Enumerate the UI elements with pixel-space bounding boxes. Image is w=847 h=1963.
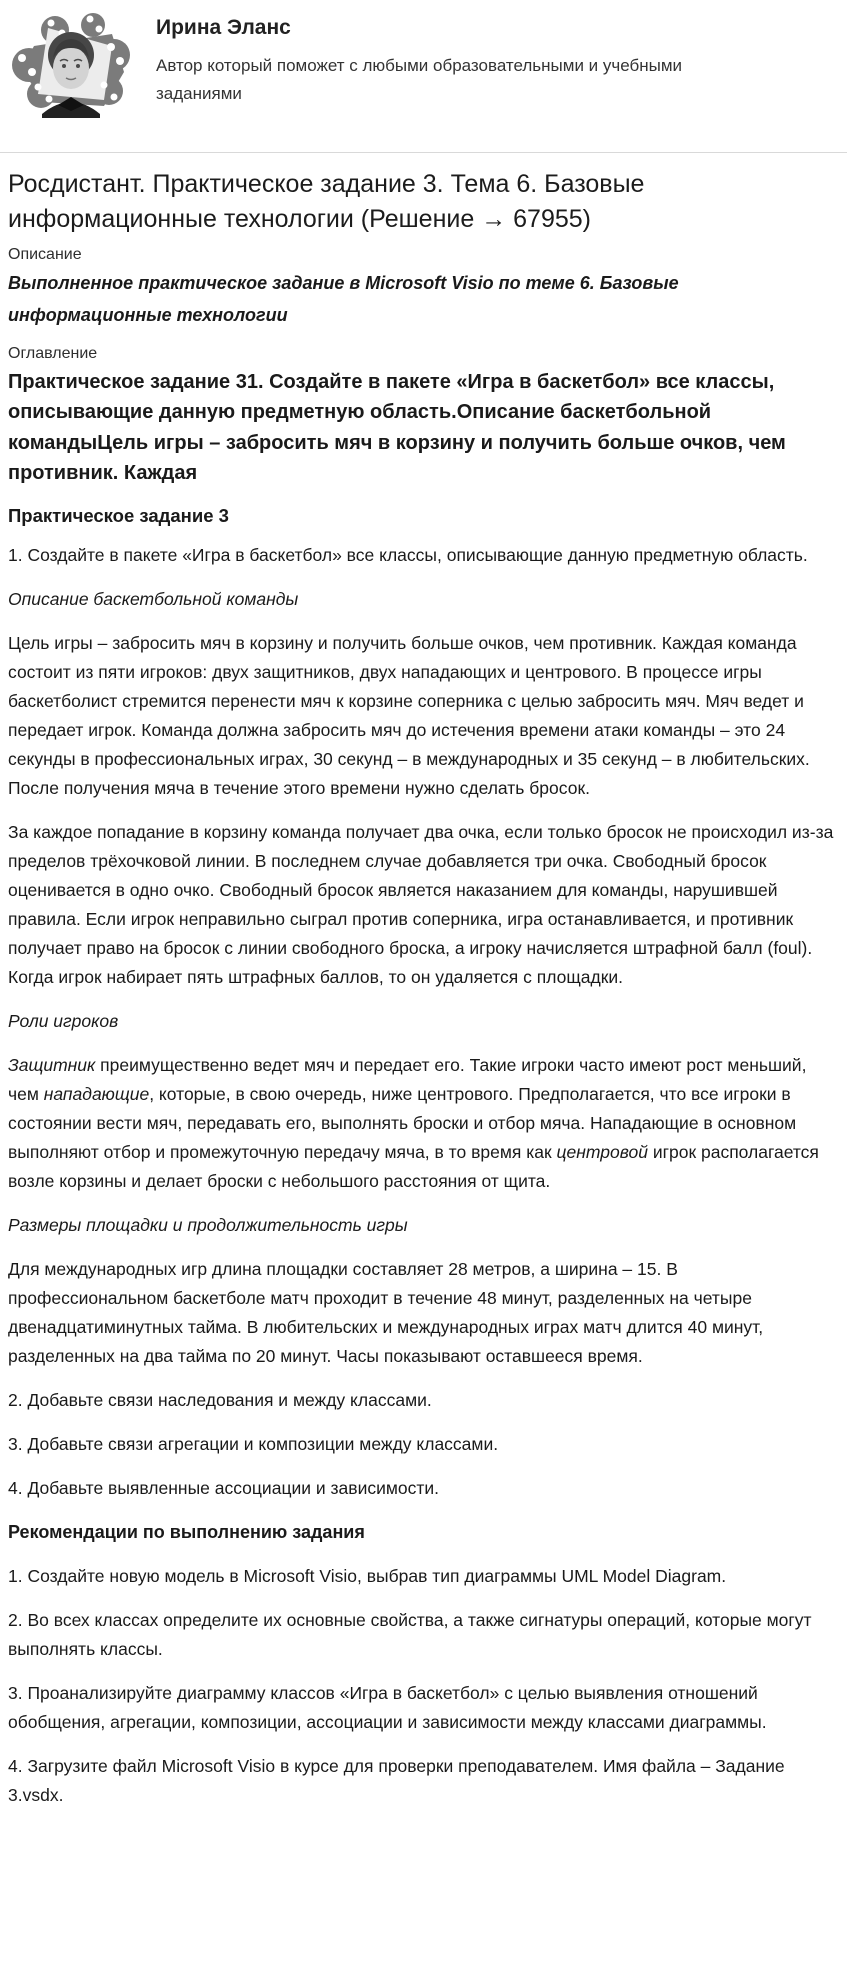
paragraph: Для международных игр длина площадки составляет 28 метров, а ширина – 15. В профессиональном баскетболе матч проходит в течение 48 минут, разделенных на четыре двенадцатиминутных тайма. В любительских и международных играх матч длится 40 минут, разделенных на два тайма по 20 минут. Часы показывают оставшееся время. <box>8 1258 764 1366</box>
avatar-image <box>8 8 136 120</box>
paragraph: 4. Добавьте выявленные ассоциации и зависимости. <box>8 1477 440 1498</box>
article-body <box>8 541 837 1810</box>
author-description: Автор который поможет с любыми образовательными и учебными заданиями <box>156 56 683 104</box>
paragraph: 4. Загрузите файл Microsoft Visio в курсе для проверки преподавателем. Имя файла – Задание 3.vsdx. <box>8 1755 785 1805</box>
header-divider <box>0 152 847 153</box>
italic-subheading: Размеры площадки и продолжительность игры <box>8 1214 408 1235</box>
paragraph: 3. Добавьте связи агрегации и композиции между классами. <box>8 1433 499 1454</box>
toc-label: Оглавление <box>8 345 98 362</box>
italic-subheading: Роли игроков <box>8 1010 119 1031</box>
paragraph: За каждое попадание в корзину команда получает два очка, если только бросок не происходил из-за пределов трёхочковой линии. В последнем случае добавляется три очка. Свободный бросок оценивается в одно очко. Свободный бросок является наказанием для команды, нарушившей правила. Если игрок неправильно сыграл против соперника, игра останавливается, и противник получает право на бросок с линии свободного броска, а игроку начисляется штрафной балл (foul). Когда игрок набирает пять штрафных баллов, то он удаляется с площадки. <box>8 821 834 987</box>
author-avatar[interactable] <box>8 8 136 120</box>
page-title: Росдистант. Практическое задание 3. Тема 6. Базовые информационные технологии (Решение → 67955) <box>8 170 645 233</box>
paragraph: Цель игры – забросить мяч в корзину и получить больше очков, чем противник. Каждая команда состоит из пяти игроков: двух защитников, двух нападающих и центрового. В процессе игры баскетболист стремится перенести мяч к корзине соперника с целью забросить мяч. Мяч ведет и передает игрок. Команда должна забросить мяч до истечения времени атаки команды – это 24 секунды в профессиональных играх, 30 секунд – в международных и 35 секунд – в любительских. После получения мяча в течение этого времени нужно сделать бросок. <box>8 632 810 798</box>
italic-subheading: Описание баскетбольной команды <box>8 588 299 609</box>
author-name: Ирина Эланс <box>156 16 291 39</box>
paragraph: 1. Создайте новую модель в Microsoft Visio, выбрав тип диаграммы UML Model Diagram. <box>8 1565 727 1586</box>
description-text: Выполненное практическое задание в Microsoft Visio по теме 6. Базовые информационные технологии <box>8 273 679 325</box>
paragraph: 3. Проанализируйте диаграмму классов «Игра в баскетбол» с целью выявления отношений обобщения, агрегации, композиции, ассоциации и зависимости между классами диаграммы. <box>8 1682 767 1732</box>
paragraph: 1. Создайте в пакете «Игра в баскетбол» все классы, описывающие данную предметную область. <box>8 544 808 565</box>
toc-heading: Практическое задание 31. Создайте в пакете «Игра в баскетбол» все классы, описывающие данную предметную область.Описание баскетбольной командыЦель игры – забросить мяч в корзину и получить больше очков, чем противник. Каждая <box>8 371 786 485</box>
section-heading: Рекомендации по выполнению задания <box>8 1521 365 1542</box>
paragraph: 2. Добавьте связи наследования и между классами. <box>8 1389 432 1410</box>
task-heading: Практическое задание 3 <box>8 504 229 526</box>
paragraph: 2. Во всех классах определите их основные свойства, а также сигнатуры операций, которые могут выполнять классы. <box>8 1609 812 1659</box>
paragraph: Защитник преимущественно ведет мяч и передает его. Такие игроки часто имеют рост меньший, чем нападающие, которые, в свою очередь, ниже центрового. Предполагается, что все игроки в состоянии вести мяч, передавать его, выполнять броски и отбор мяча. Нападающие в основном выполняют отбор и промежуточную передачу мяча, в то время как центровой игрок располагается возле корзины и делает броски с небольшого расстояния от щита. <box>8 1054 819 1191</box>
author-header <box>8 8 837 120</box>
author-info <box>156 8 711 108</box>
description-label: Описание <box>8 246 82 263</box>
